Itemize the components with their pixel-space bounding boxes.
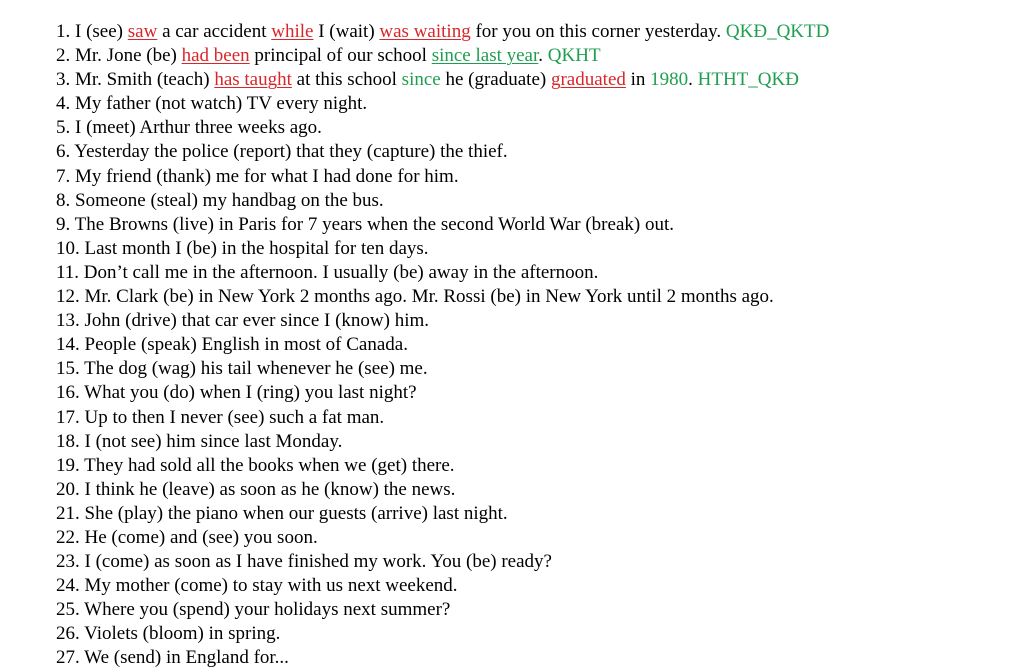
time-marker: since last year	[431, 45, 539, 67]
exercise-line	[56, 140, 1016, 164]
exercise-line	[56, 92, 1016, 116]
sentence-text: 1. I (see)	[56, 21, 128, 42]
exercise-line	[56, 285, 1016, 309]
sentence-text: 14. People (speak) English in most of Canada.	[56, 334, 408, 356]
sentence-text: 4. My father (not watch) TV every night.	[56, 93, 368, 115]
sentence-text: .	[688, 69, 698, 91]
exercise-line	[56, 406, 1016, 430]
exercise-line	[56, 333, 1016, 357]
sentence-text: at this school	[291, 69, 402, 91]
sentence-text: 19. They had sold all the books when we (get) there.	[56, 454, 455, 476]
exercise-line	[56, 502, 1016, 526]
sentence-text: 2. Mr. Jone (be)	[56, 45, 182, 67]
exercise-line	[56, 381, 1016, 405]
sentence-text: 13. John (drive) that car ever since I (know) him.	[56, 310, 430, 332]
sentence-text: 22. He (come) and (see) you soon.	[56, 526, 318, 548]
exercise-line	[56, 646, 1016, 670]
sentence-text: 11. Don’t call me in the afternoon. I usually (be) away in the afternoon.	[56, 261, 599, 283]
exercise-line	[56, 309, 1016, 333]
exercise-line	[56, 526, 1016, 550]
exercise-line	[56, 116, 1016, 140]
sentence-text: 20. I think he (leave) as soon as he (know) the news.	[56, 478, 456, 500]
exercise-line	[56, 44, 1016, 68]
sentence-text: a car accident	[157, 21, 272, 42]
tense-note: QKĐ_QKTD	[725, 21, 830, 42]
exercise-line	[56, 622, 1016, 646]
sentence-text: 23. I (come) as soon as I have finished my work. You (be) ready?	[56, 551, 552, 573]
sentence-text: principal of our school	[249, 45, 432, 67]
sentence-text: 27. We (send) in England for...	[56, 647, 289, 669]
sentence-text: 6. Yesterday the police (report) that they (capture) the thief.	[56, 141, 508, 163]
sentence-text: 5. I (meet) Arthur three weeks ago.	[56, 117, 322, 139]
answer-text: saw	[127, 21, 158, 42]
tense-note: QKHT	[547, 45, 601, 67]
exercise-line	[56, 165, 1016, 189]
answer-text: while	[271, 21, 314, 42]
sentence-text: .	[538, 45, 548, 67]
sentence-text: he (graduate)	[440, 69, 551, 91]
sentence-text: 24. My mother (come) to stay with us next weekend.	[56, 575, 458, 597]
exercise-line	[56, 20, 1016, 44]
exercise-line	[56, 598, 1016, 622]
sentence-text: 7. My friend (thank) me for what I had done for him.	[56, 165, 459, 187]
sentence-text: 3. Mr. Smith (teach)	[56, 69, 215, 91]
tense-note: 1980	[650, 69, 689, 91]
answer-text: was waiting	[379, 21, 471, 42]
exercise-list	[56, 20, 1016, 671]
exercise-line	[56, 454, 1016, 478]
exercise-line	[56, 68, 1016, 92]
sentence-text: 25. Where you (spend) your holidays next summer?	[56, 599, 451, 621]
sentence-text: for you on this corner yesterday.	[470, 21, 726, 42]
exercise-line	[56, 261, 1016, 285]
exercise-line	[56, 357, 1016, 381]
answer-text: had been	[181, 45, 250, 67]
exercise-line	[56, 550, 1016, 574]
sentence-text: 18. I (not see) him since last Monday.	[56, 430, 343, 452]
exercise-line	[56, 213, 1016, 237]
answer-text: has taught	[214, 69, 292, 91]
sentence-text: in	[625, 69, 651, 91]
tense-note: since	[401, 69, 441, 91]
exercise-line	[56, 574, 1016, 598]
sentence-text: 17. Up to then I never (see) such a fat man.	[56, 406, 385, 428]
sentence-text: 26. Violets (bloom) in spring.	[56, 623, 281, 645]
exercise-line	[56, 237, 1016, 261]
sentence-text: 21. She (play) the piano when our guests (arrive) last night.	[56, 502, 508, 524]
sentence-text: 9. The Browns (live) in Paris for 7 years when the second World War (break) out.	[56, 213, 674, 235]
answer-text: graduated	[550, 69, 626, 91]
sentence-text: I (wait)	[313, 21, 380, 42]
tense-note: HTHT_QKĐ	[697, 69, 799, 91]
sentence-text: 10. Last month I (be) in the hospital for ten days.	[56, 237, 429, 259]
sentence-text: 15. The dog (wag) his tail whenever he (see) me.	[56, 358, 428, 380]
sentence-text: 12. Mr. Clark (be) in New York 2 months ago. Mr. Rossi (be) in New York until 2 months ago.	[56, 286, 774, 308]
sentence-text: 16. What you (do) when I (ring) you last night?	[56, 382, 417, 404]
exercise-line	[56, 430, 1016, 454]
exercise-line	[56, 478, 1016, 502]
sentence-text: 8. Someone (steal) my handbag on the bus.	[56, 189, 384, 211]
exercise-line	[56, 189, 1016, 213]
